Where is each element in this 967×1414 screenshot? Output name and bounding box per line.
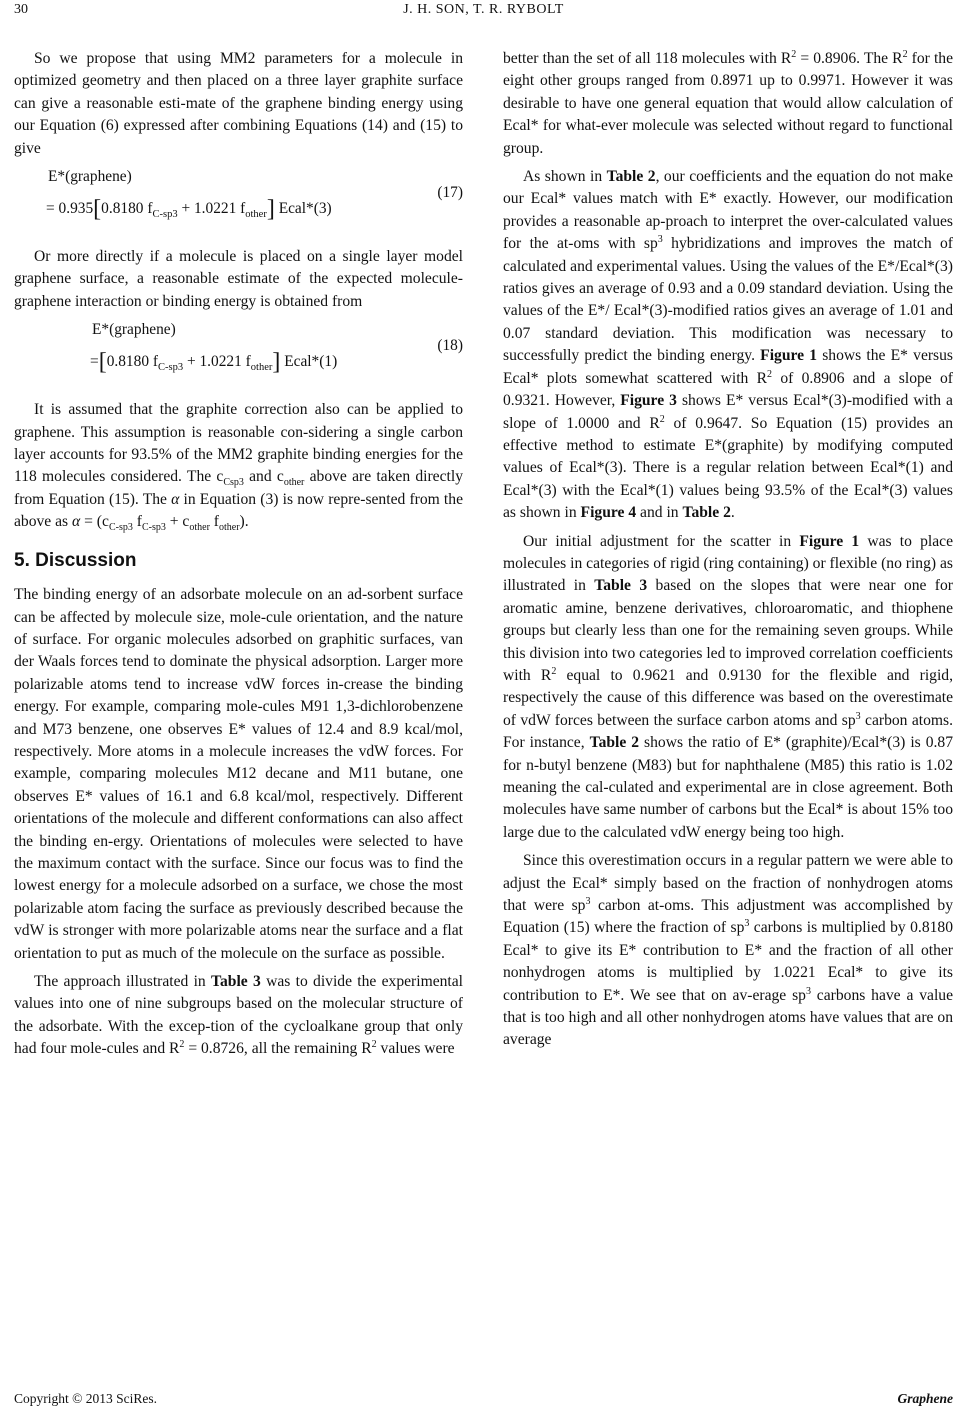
right-column	[503, 48, 953, 1058]
paragraph: Since this overestimation occurs in a regular pattern we were able to adjust the Ecal* simply based on the fraction of nonhydrogen atoms that were $sp^3$ carbon at-oms. This adjustment was accomplished by Equation (15) where the fraction of $sp^3$ carbons is multiplied by 0.8180 Ecal* to give its E* contribution to E* and the fraction of all other nonhydrogen atoms is multiplied by 1.0221 Ecal* to give its contribution to E*. We see that on av-erage $sp^3$ carbons have a value that is too high and all other nonhydrogen atoms have values that are on average	[503, 852, 954, 1049]
paragraph: Or more directly if a molecule is placed on a single layer model graphene surface, a reasonable estimate of the expected molecule-graphene interaction or binding energy is obtained from	[14, 248, 463, 310]
equation-rhs: = 0.935[0.8180 $f_{C-sp3} + 1.0221$ $f_{other}$] Ecal*(3)	[46, 196, 332, 223]
page-number: 30	[14, 2, 28, 17]
table-reference-link[interactable]: Table 3	[211, 973, 261, 990]
equation-lhs: E*(graphene)	[48, 168, 132, 186]
page-header	[0, 2, 967, 24]
paragraph: The binding energy of an adsorbate molecule on an ad-sorbent surface can be affected by molecule size, mole-cule orientation, and the nature of surface. For organic molecules adsorbed on graphitic surfaces, van der Waals forces tend to dominate the physical adsorption. Larger more polarizable atoms tend to increase vdW forces in-crease the binding energy. For example, comparing mole-cules M91 1,3-dichlorobenzene and M73 benzene, one observes E* values of 12.4 and 8.9 kcal/mol, respectively. More atoms in a molecule increases the vdW forces. For example, comparing molecules M12 decane and M11 butane, one observes E* values of 16.1 and 6.8 kcal/mol, respectively. Different orientations of the molecule and different conformations can also affect the binding en-ergy. Orientations of molecules were selected to have the maximum contact with the surface. Since our focus was to find the lowest energy for a molecule adsorbed on a surface, we chose the most polarizable atom facing the surface as previously described because the vdW is stronger with more polarizable atoms near the surface and a flat orientation to put as much of the molecule on the surface as possible.	[14, 586, 463, 962]
paragraph: The approach illustrated in Table 3 was to divide the experimental values into one of nine subgroups based on the molecular structure of the adsorbate. With the excep-tion of the cycloalkane group that only had four mole-cules and $R^2 = 0.8726$, all the remaining $R^2$ values were	[14, 973, 464, 1058]
paragraph: It is assumed that the graphite correction also can be applied to graphene. This assumption is reasonable con-sidering a single carbon layer accounts for 93.5% of the MM2 graphite binding energies for the 118 molecules considered. The $c_{Csp3}$ and $c_{other}$ above are taken directly from Equation (15). The α in Equation (3) is now repre-sented from the above as $\alpha = (c_{C-sp3}$ $f_{C-sp3} + c_{other}$ $f_{other}$).	[14, 401, 463, 534]
paragraph: So we propose that using MM2 parameters for a molecule in optimized geometry and then placed on a three layer graphite surface can give a reasonable esti-mate of the graphene binding energy using our Equation (6) expressed after combining Equations (14) and (15) to give	[14, 50, 463, 157]
equation-number: (18)	[437, 337, 463, 355]
equation-18	[14, 319, 463, 391]
paragraph: As shown in Table 2, our coefficients and the equation do not make our Ecal* values match with E* exactly. However, our modification provides a reasonable ap-proach to interpret the over-calculated values for the at-oms with $sp^3$ hybridizations and improves the match of calculated and experimental values. Using the values of the E*/Ecal*(3) ratios gives an average of 0.93 and a 0.09 standard deviation. Using the values of the E*/ Ecal*(3)-modified ratios gives an average of 1.01 and 0.07 standard deviation. This modification was necessary to successfully predict the binding energy. Figure 1 shows the E* versus Ecal* plots somewhat scattered with $R^2$ of 0.8906 and a slope of 0.9321. However, Figure 3 shows E* versus Ecal*(3)-modified with a slope of 1.0000 and $R^2$ of 0.9647. So Equation (15) provides an effective method to estimate E*(graphite) by modifying computed values of Ecal*(3). There is a regular relation between Ecal*(1) and Ecal*(3) with the Ecal*(1) values being 93.5% of the Ecal*(3) values as shown in Figure 4 and in Table 2.	[503, 168, 954, 522]
table-reference-link[interactable]: Table 2	[606, 168, 656, 186]
equation-rhs: =[0.8180 $f_{C-sp3} + 1.0221$ $f_{other}$] Ecal*(1)	[90, 349, 338, 376]
journal-name: Graphene	[897, 1391, 953, 1406]
equation-lhs: E*(graphene)	[92, 321, 176, 339]
copyright-notice: Copyright © 2013 SciRes.	[14, 1391, 158, 1406]
paragraph: Our initial adjustment for the scatter in Figure 1 was to place molecules in categories of rigid (ring containing) or flexible (no ring) as illustrated in Table 3 based on the slopes that were near one for aromatic amine, benzene derivatives, chloroaromatic, and thiophene groups but clearly less than one for the remaining seven groups. While this division into two categories led to improved correlation coefficients with $R^2$ equal to 0.9621 and 0.9130 for the flexible and rigid, respectively the cause of this difference was based on the overestimate of vdW forces between the surface carbon atoms and $sp^3$ carbon atoms. For instance, Table 2 shows the ratio of E* (graphite)/Ecal*(3) is 0.87 for n-butyl benzene (M83) but for naphthalene (M85) this ratio is 1.02 meaning the cal-culated and experimental are in close agreement. Both molecules have same number of carbons but the Ecal* is about 15% too large due to the calculated vdW energy being too high.	[503, 532, 953, 841]
left-column	[14, 48, 463, 1067]
figure-reference-link[interactable]: Figure 1	[760, 347, 818, 365]
table-reference-link[interactable]: Table 2	[589, 734, 640, 752]
paragraph: better than the set of all 118 molecules with $R^2 = 0.8906$. The $R^2$ for the eight other groups ranged from 0.8971 up to 0.9971. However it was desirable to have one general equation that would allow calculation of Ecal* for what-ever molecule was selected without regard to functional group.	[503, 48, 953, 157]
figure-reference-link[interactable]: Figure 3	[620, 392, 677, 410]
figure-reference-link[interactable]: Figure 1	[799, 532, 860, 550]
table-reference-link[interactable]: Table 2	[682, 504, 731, 522]
figure-reference-link[interactable]: Figure 4	[580, 504, 637, 522]
equation-number: (17)	[437, 184, 463, 202]
section-heading: 5. Discussion	[14, 549, 137, 571]
running-title: J. H. SON, T. R. RYBOLT	[403, 2, 564, 17]
table-reference-link[interactable]: Table 3	[594, 577, 648, 595]
equation-17	[14, 166, 463, 238]
